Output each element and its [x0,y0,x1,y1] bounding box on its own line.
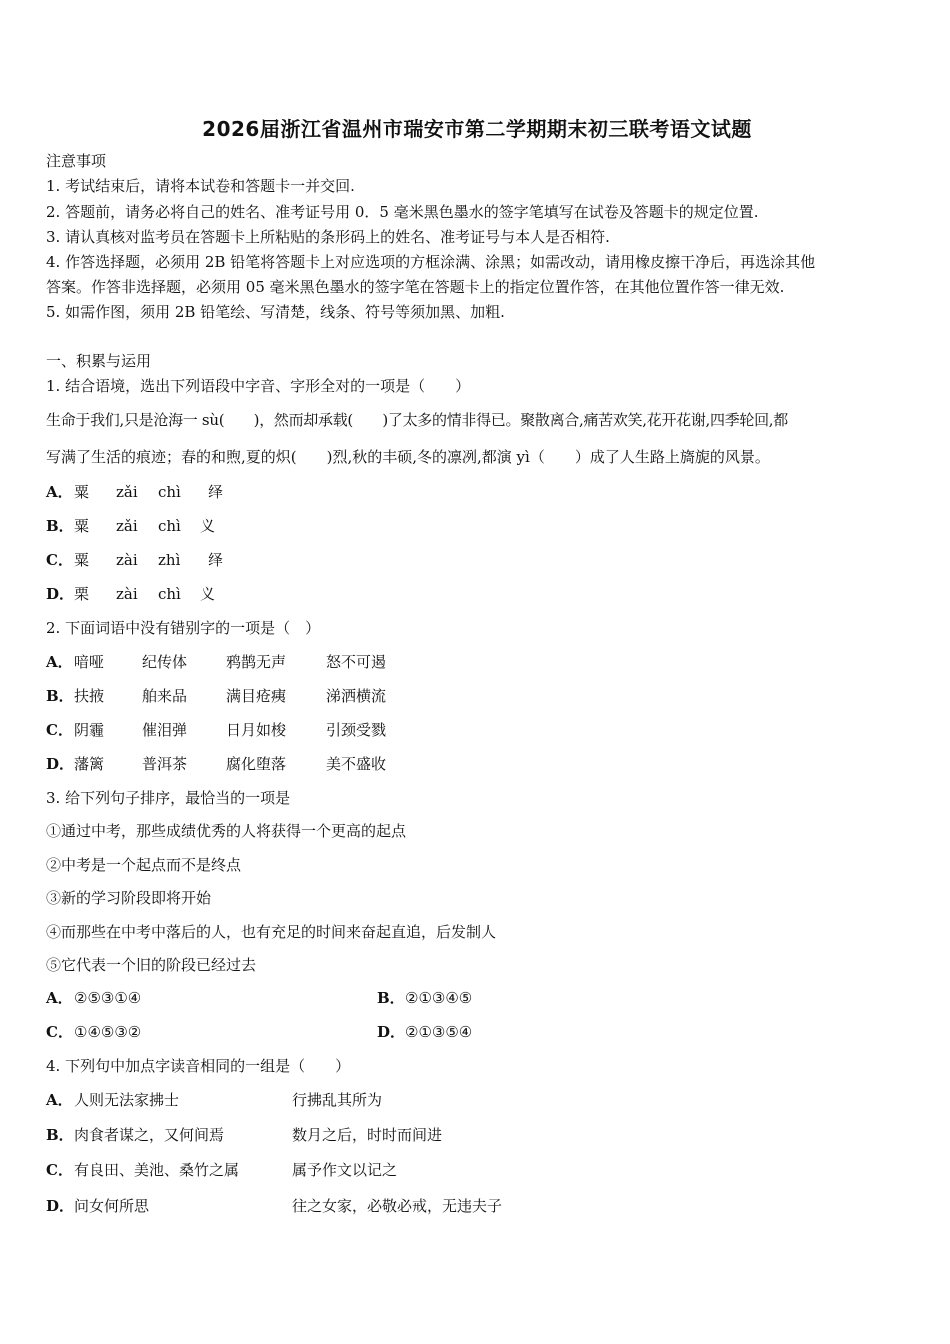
option-cell: 催泪弹 [142,721,188,739]
question-1-option-c[interactable] [46,550,223,570]
option-text-left: 有良田、美池、桑竹之属 [74,1161,240,1179]
option-cell: 鸦鹊无声 [226,653,287,671]
option-cell: zhì [158,551,181,569]
notice-item: 3. 请认真核对监考员在答题卡上所粘贴的条形码上的姓名、准考证号与本人是否相符. [46,228,610,246]
question-3-option-a[interactable] [46,988,141,1008]
option-label: B． [46,1126,74,1144]
option-cell: 藩篱 [74,755,105,773]
question-3-stem: 3. 给下列句子排序，最恰当的一项是 [46,789,291,807]
option-cell: 日月如梭 [226,721,287,739]
option-label: D． [377,1023,406,1041]
notice-item: 5. 如需作图，须用 2B 铅笔绘、写清楚，线条、符号等须加黑、加粗. [46,303,505,321]
question-1-option-a[interactable] [46,482,223,502]
question-2-option-b[interactable] [46,686,386,706]
option-text: ②⑤③①④ [74,989,142,1007]
option-cell: 粟 [74,517,90,535]
option-text: ②①③④⑤ [405,989,473,1007]
page-title: 2026届浙江省温州市瑞安市第二学期期末初三联考语文试题 [202,117,752,141]
option-label: C． [46,551,73,569]
option-cell: zài [116,585,138,603]
option-text-left: 人则无法家拂士 [74,1091,180,1109]
question-4-stem: 4. 下列句中加点字读音相同的一组是（ ） [46,1057,351,1075]
option-label: B． [377,989,405,1007]
option-cell: zǎi [116,483,138,501]
option-cell: 扶掖 [74,687,105,705]
question-3-sentence: ⑤它代表一个旧的阶段已经过去 [46,956,257,974]
option-cell: 引颈受戮 [326,721,387,739]
option-text-right: 数月之后，时时而间进 [292,1126,443,1144]
option-text-right: 往之女家，必敬必戒，无违夫子 [292,1197,503,1215]
option-cell: 阴霾 [74,721,105,739]
option-cell: chì [158,483,181,501]
option-label: B． [46,687,74,705]
question-4-option-c[interactable] [46,1160,397,1180]
notice-item: 答案。作答非选择题，必须用 05 毫米黑色墨水的签字笔在答题卡上的指定位置作答，在其他位置作答一律无效. [46,278,785,296]
option-cell: 怒不可遏 [326,653,387,671]
question-3-sentence: ②中考是一个起点而不是终点 [46,856,242,874]
notice-heading: 注意事项 [46,152,107,170]
option-cell: 舶来品 [142,687,188,705]
notice-item: 2. 答题前，请务必将自己的姓名、准考证号用 0．5 毫米黑色墨水的签字笔填写在试卷及答题卡的规定位置. [46,203,759,221]
question-1-option-b[interactable] [46,516,215,536]
option-cell: 喑哑 [74,653,105,671]
option-label: D． [46,585,75,603]
question-2-option-d[interactable] [46,754,386,774]
question-3-option-b[interactable] [377,988,472,1008]
option-cell: 义 [200,585,216,603]
option-cell: 满目疮痍 [226,687,287,705]
option-text: ②①③⑤④ [405,1023,473,1041]
option-cell: 涕洒横流 [326,687,387,705]
option-cell: 纪传体 [142,653,188,671]
notice-item: 4. 作答选择题，必须用 2B 铅笔将答题卡上对应选项的方框涂满、涂黑；如需改动，请用橡皮擦干净后，再选涂其他 [46,253,816,271]
question-3-sentence: ①通过中考，那些成绩优秀的人将获得一个更高的起点 [46,822,407,840]
question-1-passage: 写满了生活的痕迹；春的和煦,夏的炽( )烈,秋的丰硕,冬的凛冽,都演 yì（ ）成了人生路上旖旎的风景。 [46,448,770,466]
question-3-option-d[interactable] [377,1022,472,1042]
option-cell: 栗 [74,585,90,603]
option-cell: zài [116,551,138,569]
option-text-left: 问女何所思 [74,1197,150,1215]
option-cell: zǎi [116,517,138,535]
question-2-option-a[interactable] [46,652,386,672]
notice-item: 1. 考试结束后，请将本试卷和答题卡一并交回. [46,177,355,195]
question-4-option-d[interactable] [46,1196,502,1216]
option-label: C． [46,721,73,739]
option-cell: 腐化堕落 [226,755,287,773]
question-3-sentence: ④而那些在中考中落后的人，也有充足的时间来奋起直追，后发制人 [46,923,497,941]
option-text-right: 行拂乱其所为 [292,1091,383,1109]
option-label: C． [46,1161,73,1179]
option-cell: chì [158,517,181,535]
option-label: B． [46,517,74,535]
option-label: D． [46,1197,75,1215]
option-text-right: 属予作文以记之 [292,1161,398,1179]
question-3-sentence: ③新的学习阶段即将开始 [46,889,212,907]
option-label: A． [46,989,73,1007]
option-label: A． [46,653,73,671]
option-text-left: 肉食者谋之，又何间焉 [74,1126,225,1144]
option-cell: 绎 [208,483,224,501]
option-label: D． [46,755,75,773]
option-cell: 粟 [74,483,90,501]
question-1-passage: 生命于我们,只是沧海一 sù( )，然而却承载( )了太多的情非得已。聚散离合,痛苦欢笑,花开花谢,四季轮回,都 [46,411,788,429]
option-cell: 粟 [74,551,90,569]
option-cell: chì [158,585,181,603]
option-label: C． [46,1023,73,1041]
question-4-option-a[interactable] [46,1090,382,1110]
question-2-option-c[interactable] [46,720,386,740]
question-1-stem: 1. 结合语境，选出下列语段中字音、字形全对的一项是（ ） [46,377,471,395]
question-2-stem: 2. 下面词语中没有错别字的一项是（ ） [46,619,321,637]
question-1-option-d[interactable] [46,584,215,604]
option-cell: 绎 [208,551,224,569]
option-label: A． [46,483,73,501]
option-label: A． [46,1091,73,1109]
option-text: ①④⑤③② [74,1023,142,1041]
question-3-option-c[interactable] [46,1022,141,1042]
option-cell: 义 [200,517,216,535]
option-cell: 美不盛收 [326,755,387,773]
section-heading: 一、积累与运用 [46,352,152,370]
question-4-option-b[interactable] [46,1125,442,1145]
option-cell: 普洱茶 [142,755,188,773]
